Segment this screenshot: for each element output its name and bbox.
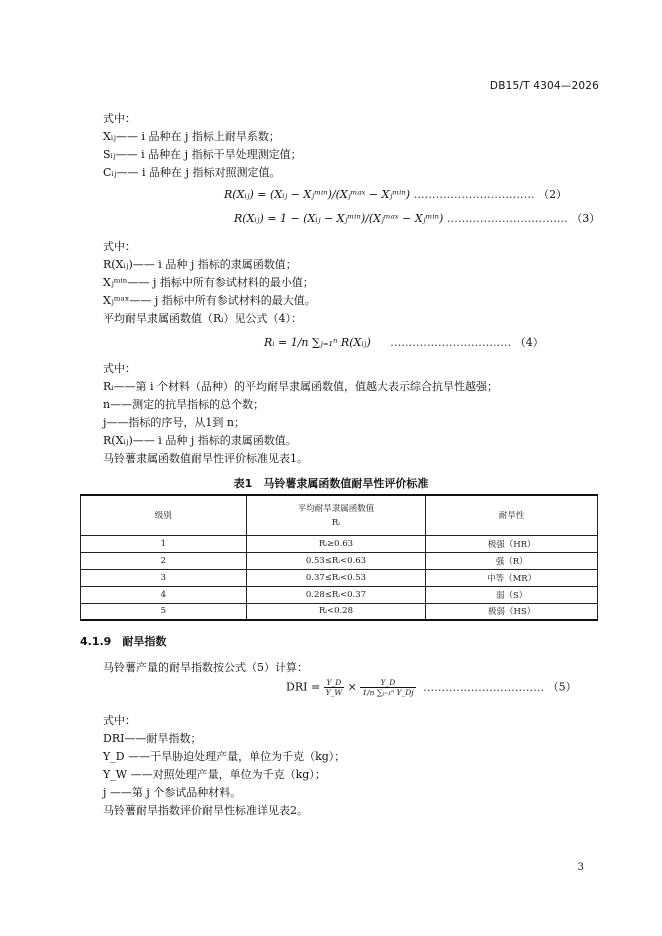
table2-reference: 马铃薯耐旱指数评价耐旱性标准详见表2。	[103, 804, 308, 817]
formula-5-leader: ……………………………	[423, 680, 545, 694]
formula-3-expr: R(Xᵢⱼ) = 1 − (Xᵢⱼ − Xⱼᵐⁱⁿ)/(Xⱼᵐᵃˣ − Xⱼᵐⁱⁿ)	[234, 212, 444, 225]
where-label-2: 式中：	[103, 240, 136, 253]
table-cell: 中等（MR）	[426, 569, 598, 586]
formula-5-a-num: Y_D	[324, 678, 344, 688]
formula-5-times: ×	[347, 680, 357, 694]
def-yw: Y_W ——对照处理产量，单位为千克（kg）；	[103, 768, 326, 781]
table1-header-row	[81, 495, 598, 535]
def-j: j——指标的序号，从1到 n；	[103, 416, 245, 429]
table-cell: Rᵢ<0.28	[246, 603, 426, 620]
doc-number-header: DB15/T 4304—2026	[489, 80, 599, 92]
formula-4-intro: 平均耐旱隶属函数值（Rᵢ）见公式（4）：	[103, 312, 302, 325]
page-number: 3	[577, 862, 584, 873]
table1-reference: 马铃薯隶属函数值耐旱性评价标准见表1。	[103, 452, 308, 465]
def-xmin: Xⱼᵐⁱⁿ—— j 指标中所有参试材料的最小值；	[103, 276, 314, 289]
table1-caption: 表1 马铃薯隶属函数值耐旱性评价标准	[233, 477, 429, 490]
where-label-1: 式中：	[103, 112, 136, 125]
table-cell: 0.53≤Rᵢ<0.63	[246, 552, 426, 569]
table1	[80, 494, 598, 621]
where-label-3: 式中：	[103, 362, 136, 375]
table-row	[81, 586, 598, 603]
def-ri: Rᵢ——第 i 个材料（品种）的平均耐旱隶属函数值，值越大表示综合抗旱性越强；	[103, 380, 499, 393]
def-yd: Y_D ——干旱胁迫处理产量，单位为千克（kg）；	[103, 750, 346, 763]
def-rxij: R(Xᵢⱼ)—— i 品种 j 指标的隶属函数值；	[103, 258, 297, 271]
formula-4-expr: Rᵢ = 1/n ∑ⱼ₌₁ⁿ R(Xᵢⱼ)	[264, 336, 371, 349]
table-row	[81, 569, 598, 586]
formula-2-number: （2）	[538, 188, 568, 201]
section-title: 4.1.9 耐旱指数	[80, 635, 167, 648]
table-cell: 0.37≤Rᵢ<0.53	[246, 569, 426, 586]
formula-2	[224, 186, 567, 202]
def-cij: Cᵢⱼ—— i 品种在 j 指标对照测定值。	[103, 166, 281, 179]
table-cell: 5	[81, 603, 247, 620]
table-cell: 极强（HR）	[426, 535, 598, 552]
formula-5	[286, 678, 577, 697]
formula-5-number: （5）	[547, 680, 577, 694]
def-j-2: j ——第 j 个参试品种材料。	[103, 786, 242, 799]
table-cell: 4	[81, 586, 247, 603]
table-cell: 1	[81, 535, 247, 552]
table1-header-value	[246, 495, 426, 535]
table-cell: 2	[81, 552, 247, 569]
formula-2-leader: ……………………………	[413, 188, 535, 201]
formula-2-expr: R(Xᵢⱼ) = (Xᵢⱼ − Xⱼᵐⁱⁿ)/(Xⱼᵐᵃˣ − Xⱼᵐⁱⁿ)	[224, 188, 411, 201]
def-xmax: Xⱼᵐᵃˣ—— j 指标中所有参试材料的最大值。	[103, 294, 316, 307]
where-label-4: 式中：	[103, 714, 136, 727]
table-row	[81, 603, 598, 620]
def-rxij-2: R(Xᵢⱼ)—— i 品种 j 指标的隶属函数值。	[103, 434, 297, 447]
table1-header-value-line2: Rᵢ	[331, 518, 341, 529]
def-dri: DRI——耐旱指数；	[103, 732, 202, 745]
table-cell: 极弱（HS）	[426, 603, 598, 620]
def-xij: Xᵢⱼ—— i 品种在 j 指标上耐旱系数；	[103, 130, 280, 143]
table1-header-tolerance: 耐旱性	[426, 495, 598, 535]
formula-5-fraction-a	[324, 678, 344, 697]
formula-4-leader: ……………………………	[390, 336, 512, 349]
formula-4-number: （4）	[514, 336, 544, 349]
table-row	[81, 552, 598, 569]
formula-5-b-den: 1/n ∑ⱼ₌₁ⁿ Y_Dj	[362, 688, 414, 697]
table-row	[81, 535, 598, 552]
formula-5-b-num: Y_D	[360, 678, 415, 688]
formula-4	[264, 334, 544, 350]
formula-3	[234, 210, 600, 226]
table-cell: 3	[81, 569, 247, 586]
formula-3-number: （3）	[571, 212, 601, 225]
table1-header-level: 级别	[81, 495, 247, 535]
def-n: n——测定的抗旱指标的总个数；	[103, 398, 265, 411]
formula-5-a-den: Y_W	[325, 688, 343, 697]
formula-3-leader: ……………………………	[446, 212, 568, 225]
table1-header-value-line1: 平均耐旱隶属函数值	[297, 504, 375, 515]
table-cell: 弱（S）	[426, 586, 598, 603]
formula-5-intro: 马铃薯产量的耐旱指数按公式（5）计算：	[103, 661, 308, 674]
table-cell: 0.28≤Rᵢ<0.37	[246, 586, 426, 603]
table-cell: Rᵢ≥0.63	[246, 535, 426, 552]
formula-5-fraction-b	[360, 678, 415, 697]
def-sij: Sᵢⱼ—— i 品种在 j 指标干旱处理测定值；	[103, 148, 302, 161]
formula-5-lhs: DRI =	[286, 680, 321, 694]
table-cell: 强（R）	[426, 552, 598, 569]
